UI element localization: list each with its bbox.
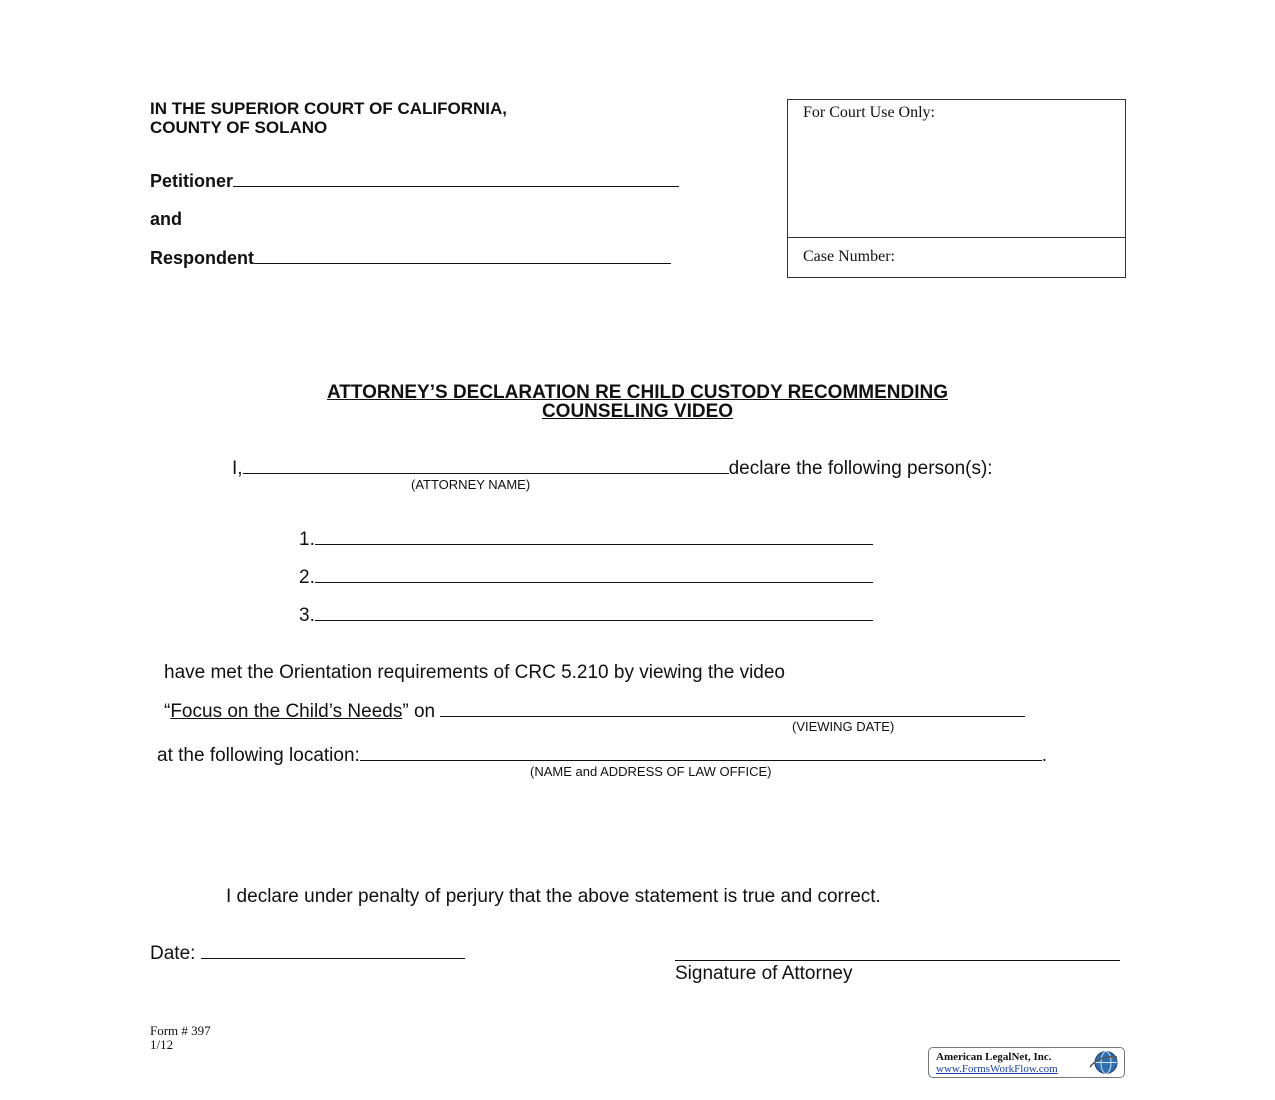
person-number: 3. xyxy=(299,605,315,626)
legalnet-logo[interactable] xyxy=(928,1047,1125,1078)
person-row-2 xyxy=(299,567,873,589)
person-number: 2. xyxy=(299,567,315,588)
person-row-1 xyxy=(299,529,873,551)
viewing-date-caption: (VIEWING DATE) xyxy=(792,719,895,734)
on-label: on xyxy=(413,701,436,722)
form-number: Form # 397 xyxy=(150,1023,211,1038)
court-use-only-label: For Court Use Only: xyxy=(803,104,935,121)
person-1-field[interactable] xyxy=(315,530,873,545)
document-title-line1: ATTORNEY’S DECLARATION RE CHILD CUSTODY RECOMMENDING xyxy=(326,382,949,403)
declaration-suffix: declare the following person(s): xyxy=(728,458,993,479)
declaration-prefix: I, xyxy=(232,458,243,479)
video-title: Focus on the Child’s Needs xyxy=(170,701,403,722)
petitioner-row xyxy=(150,171,679,192)
signature-label: Signature of Attorney xyxy=(675,963,853,984)
video-row xyxy=(164,701,1025,723)
court-name-line2: COUNTY OF SOLANO xyxy=(150,118,328,137)
orientation-text: have met the Orientation requirements of CRC 5.210 by viewing the video xyxy=(164,662,785,683)
date-row xyxy=(150,943,465,965)
location-field[interactable] xyxy=(360,746,1042,761)
globe-icon xyxy=(1087,1049,1121,1076)
respondent-row xyxy=(150,248,671,269)
perjury-statement: I declare under penalty of perjury that the above statement is true and correct. xyxy=(226,886,881,907)
person-3-field[interactable] xyxy=(315,606,873,621)
declaration-row xyxy=(232,458,993,480)
open-quote: “ xyxy=(164,701,171,722)
petitioner-label: Petitioner xyxy=(150,171,234,191)
court-use-box xyxy=(787,99,1126,278)
location-end: . xyxy=(1041,745,1048,766)
petitioner-field[interactable] xyxy=(233,172,679,187)
and-label: and xyxy=(150,209,183,229)
respondent-field[interactable] xyxy=(254,249,671,264)
logo-company-name: American LegalNet, Inc. xyxy=(936,1051,1052,1063)
signature-line[interactable] xyxy=(675,946,1120,961)
document-title-line2: COUNSELING VIDEO xyxy=(541,401,734,422)
form-revision: 1/12 xyxy=(150,1037,174,1052)
person-2-field[interactable] xyxy=(315,568,873,583)
respondent-label: Respondent xyxy=(150,248,255,268)
court-name-line1: IN THE SUPERIOR COURT OF CALIFORNIA, xyxy=(150,99,507,118)
person-row-3 xyxy=(299,605,873,627)
court-box-divider xyxy=(788,237,1125,238)
person-number: 1. xyxy=(299,529,315,550)
date-field[interactable] xyxy=(201,944,465,959)
logo-url[interactable]: www.FormsWorkFlow.com xyxy=(936,1063,1058,1075)
location-label: at the following location: xyxy=(157,745,360,766)
attorney-name-caption: (ATTORNEY NAME) xyxy=(411,477,531,492)
close-quote: ” xyxy=(402,701,409,722)
attorney-name-field[interactable] xyxy=(243,459,729,474)
date-label: Date: xyxy=(150,943,196,964)
case-number-label: Case Number: xyxy=(803,248,895,265)
viewing-date-field[interactable] xyxy=(440,702,1025,717)
location-caption: (NAME and ADDRESS OF LAW OFFICE) xyxy=(530,764,772,779)
